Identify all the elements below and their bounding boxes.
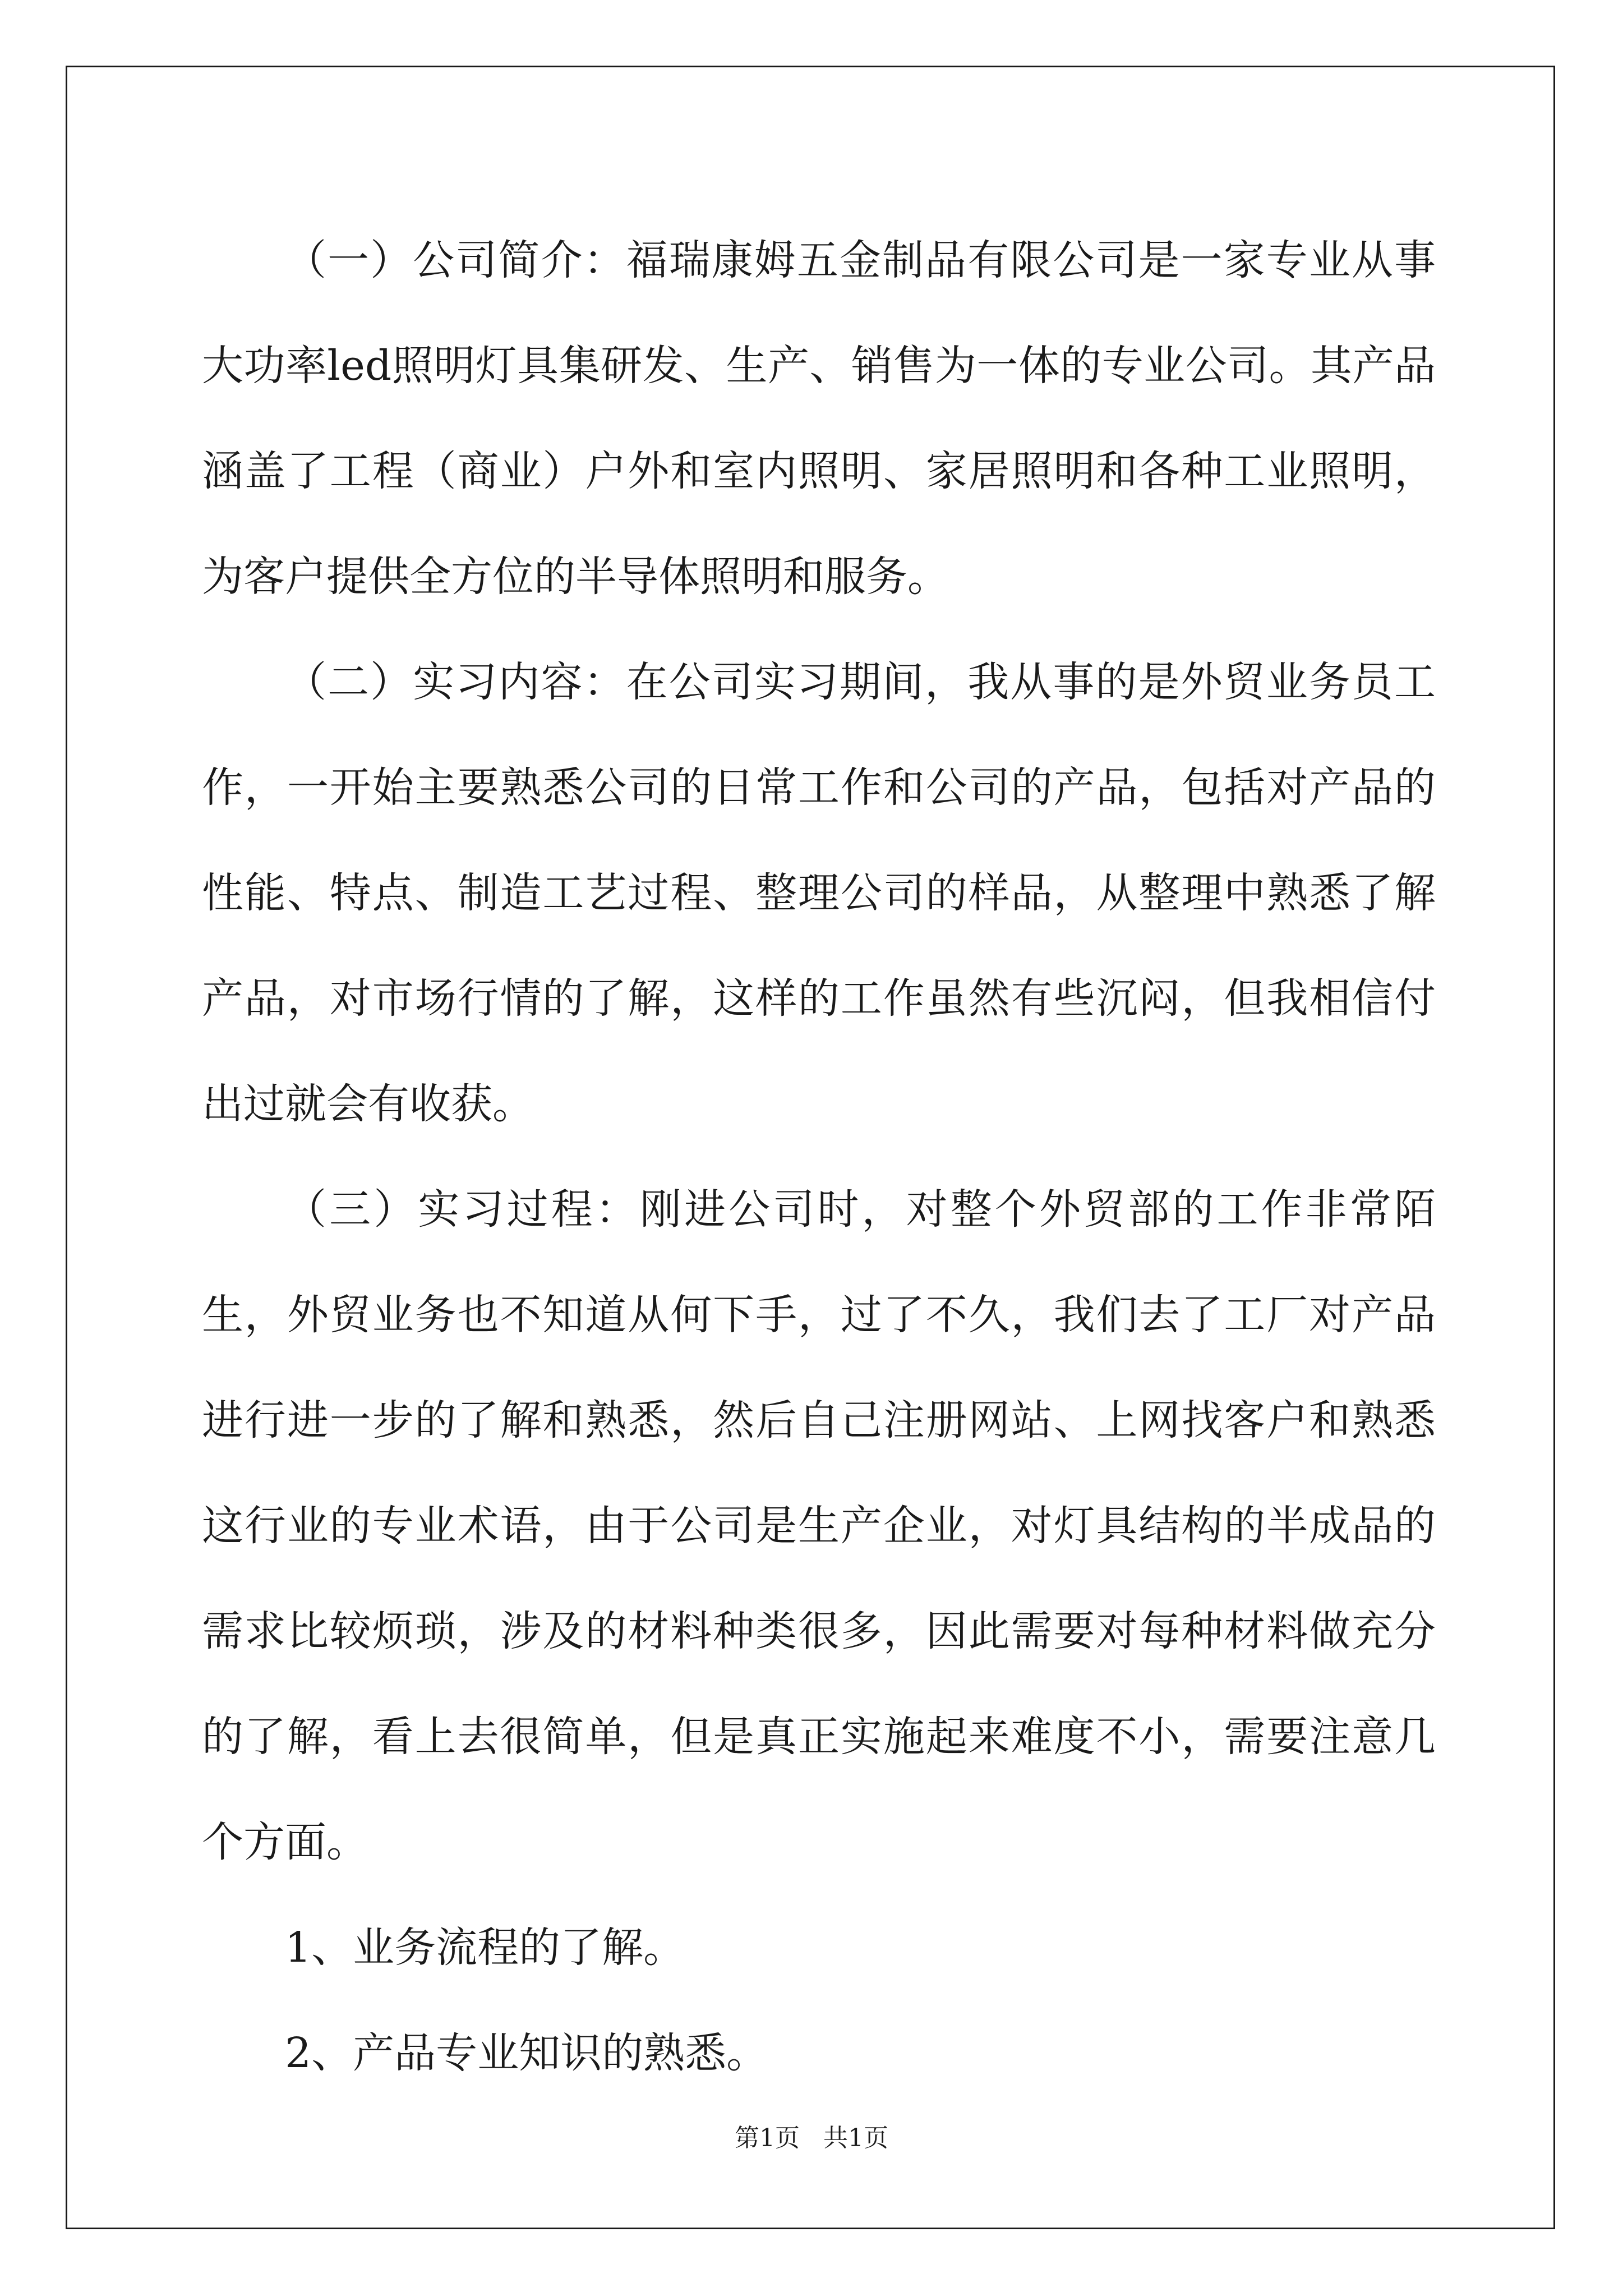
page-footer xyxy=(0,2118,1623,2154)
page-number: 第1页 xyxy=(735,2124,800,2152)
total-pages: 共1页 xyxy=(823,2124,888,2152)
document-body xyxy=(202,208,1436,2106)
paragraph-company-intro: （一）公司简介：福瑞康姆五金制品有限公司是一家专业从事大功率led照明灯具集研发、生产、销售为一体的专业公司。其产品涵盖了工程（商业）户外和室内照明、家居照明和各种工业照明，为客户提供全方位的半导体照明和服务。 xyxy=(202,236,1436,601)
paragraph-internship-process: （三）实习过程：刚进公司时，对整个外贸部的工作非常陌生，外贸业务也不知道从何下手，过了不久，我们去了工厂对产品进行进一步的了解和熟悉，然后自己注册网站、上网找客户和熟悉这行业的专业术语，由于公司是生产企业，对灯具结构的半成品的需求比较烦琐，涉及的材料种类很多，因此需要对每种材料做充分的了解，看上去很简单，但是真正实施起来难度不小，需要注意几个方面。 xyxy=(202,1185,1436,1866)
paragraph-internship-content: （二）实习内容：在公司实习期间，我从事的是外贸业务员工作，一开始主要熟悉公司的日常工作和公司的产品，包括对产品的性能、特点、制造工艺过程、整理公司的样品，从整理中熟悉了解产品，对市场行情的了解，这样的工作虽然有些沉闷，但我相信付出过就会有收获。 xyxy=(202,658,1436,1128)
list-item-business-process: 1、业务流程的了解。 xyxy=(285,1924,685,1972)
list-item-product-knowledge: 2、产品专业知识的熟悉。 xyxy=(285,2029,768,2077)
